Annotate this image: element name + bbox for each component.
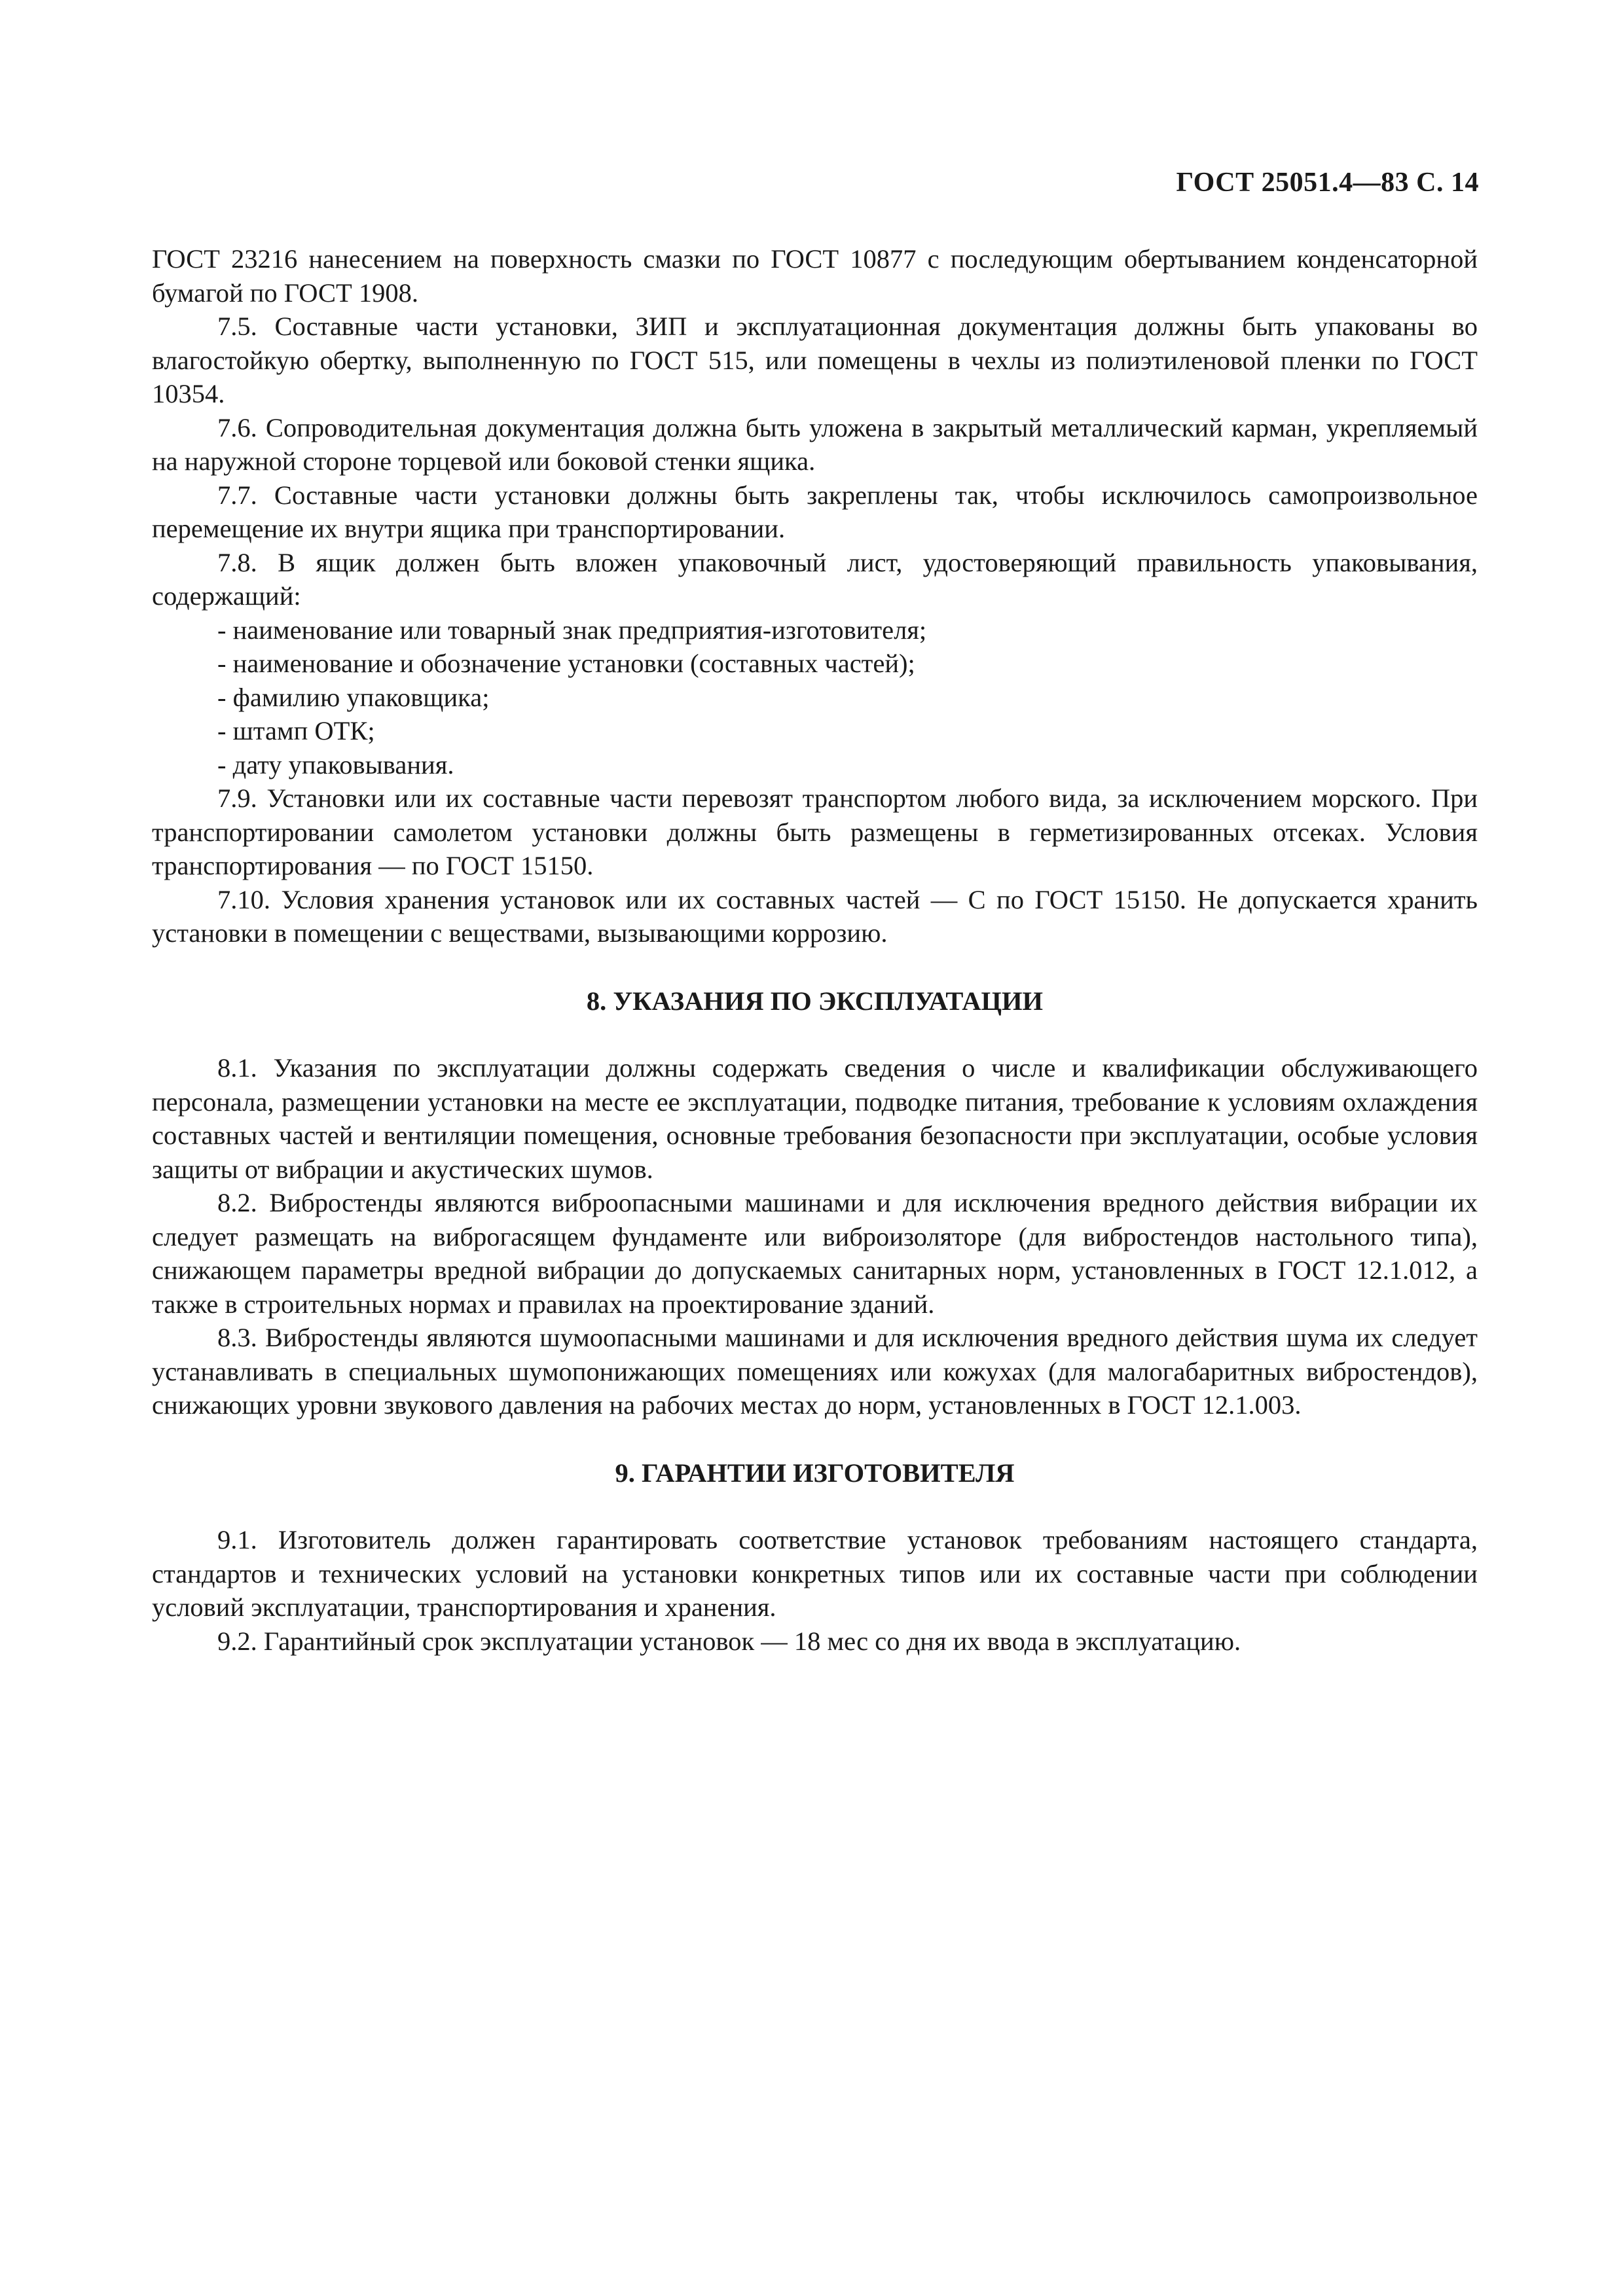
paragraph-7-10: 7.10. Условия хранения установок или их составных частей — С по ГОСТ 15150. Не допускается хранить установки в помещении с веществами, вызывающими коррозию.	[152, 884, 1478, 948]
paragraph-9-2: 9.2. Гарантийный срок эксплуатации установок — 18 мес со дня их ввода в эксплуатацию.	[217, 1626, 1241, 1656]
list-item: - штамп ОТК;	[217, 716, 375, 745]
paragraph-8-3: 8.3. Вибростенды являются шумоопасными машинами и для исключения вредного действия шума их следует устанавливать в специальных шумопонижающих помещениях или кожухах (для малогабаритных вибростендов), снижающих уровни звукового давления на рабочих местах до норм, установленных в ГОСТ 12.1.003.	[152, 1323, 1478, 1420]
paragraph-7-9: 7.9. Установки или их составные части перевозят транспортом любого вида, за исключением морского. При транспортировании самолетом установки должны быть размещены в герметизированных отсеках. Условия транспортирования — по ГОСТ 15150.	[152, 783, 1478, 880]
list-item: - наименование или товарный знак предприятия-изготовителя;	[217, 615, 927, 645]
running-header: ГОСТ 25051.4—83 С. 14	[1176, 168, 1479, 198]
list-item: - наименование и обозначение установки (составных частей);	[217, 649, 915, 678]
paragraph-continuation: ГОСТ 23216 нанесением на поверхность смазки по ГОСТ 10877 с последующим обертыванием конденсаторной бумагой по ГОСТ 1908.	[152, 244, 1478, 308]
list-item: - фамилию упаковщика;	[217, 682, 490, 712]
paragraph-8-1: 8.1. Указания по эксплуатации должны содержать сведения о числе и квалификации обслуживающего персонала, размещении установки на месте ее эксплуатации, подводке питания, требование к условиям охлаждения составных частей и вентиляции помещения, основные требования безопасности при эксплуатации, особые условия защиты от вибрации и акустических шумов.	[152, 1053, 1478, 1184]
paragraph-8-2: 8.2. Вибростенды являются виброопасными машинами и для исключения вредного действия вибрации их следует размещать на виброгасящем фундаменте или виброизоляторе (для вибростендов настольного типа), снижающем параметры вредной вибрации до допускаемых санитарных норм, установленных в ГОСТ 12.1.012, а также в строительных нормах и правилах на проектирование зданий.	[152, 1188, 1478, 1319]
paragraph-7-5: 7.5. Составные части установки, ЗИП и эксплуатационная документация должны быть упакованы во влагостойкую обертку, выполненную по ГОСТ 515, или помещены в чехлы из полиэтиленовой пленки по ГОСТ 10354.	[152, 312, 1478, 408]
document-body	[152, 242, 1478, 1658]
paragraph-7-7: 7.7. Составные части установки должны быть закреплены так, чтобы исключилось самопроизвольное перемещение их внутри ящика при транспортировании.	[152, 480, 1478, 543]
list-item: - дату упаковывания.	[217, 749, 454, 780]
paragraph-7-8: 7.8. В ящик должен быть вложен упаковочный лист, удостоверяющий правильность упаковывания, содержащий:	[152, 547, 1478, 611]
section-9-heading: 9. ГАРАНТИИ ИЗГОТОВИТЕЛЯ	[615, 1458, 1015, 1488]
section-8-heading: 8. УКАЗАНИЯ ПО ЭКСПЛУАТАЦИИ	[586, 986, 1044, 1016]
paragraph-7-6: 7.6. Сопроводительная документация должна быть уложена в закрытый металлический карман, укрепляемый на наружной стороне торцевой или боковой стенки ящика.	[152, 412, 1478, 476]
paragraph-9-1: 9.1. Изготовитель должен гарантировать соответствие установок требованиям настоящего стандарта, стандартов и технических условий на установки конкретных типов или их составные части при соблюдении условий эксплуатации, транспортирования и хранения.	[152, 1525, 1478, 1622]
